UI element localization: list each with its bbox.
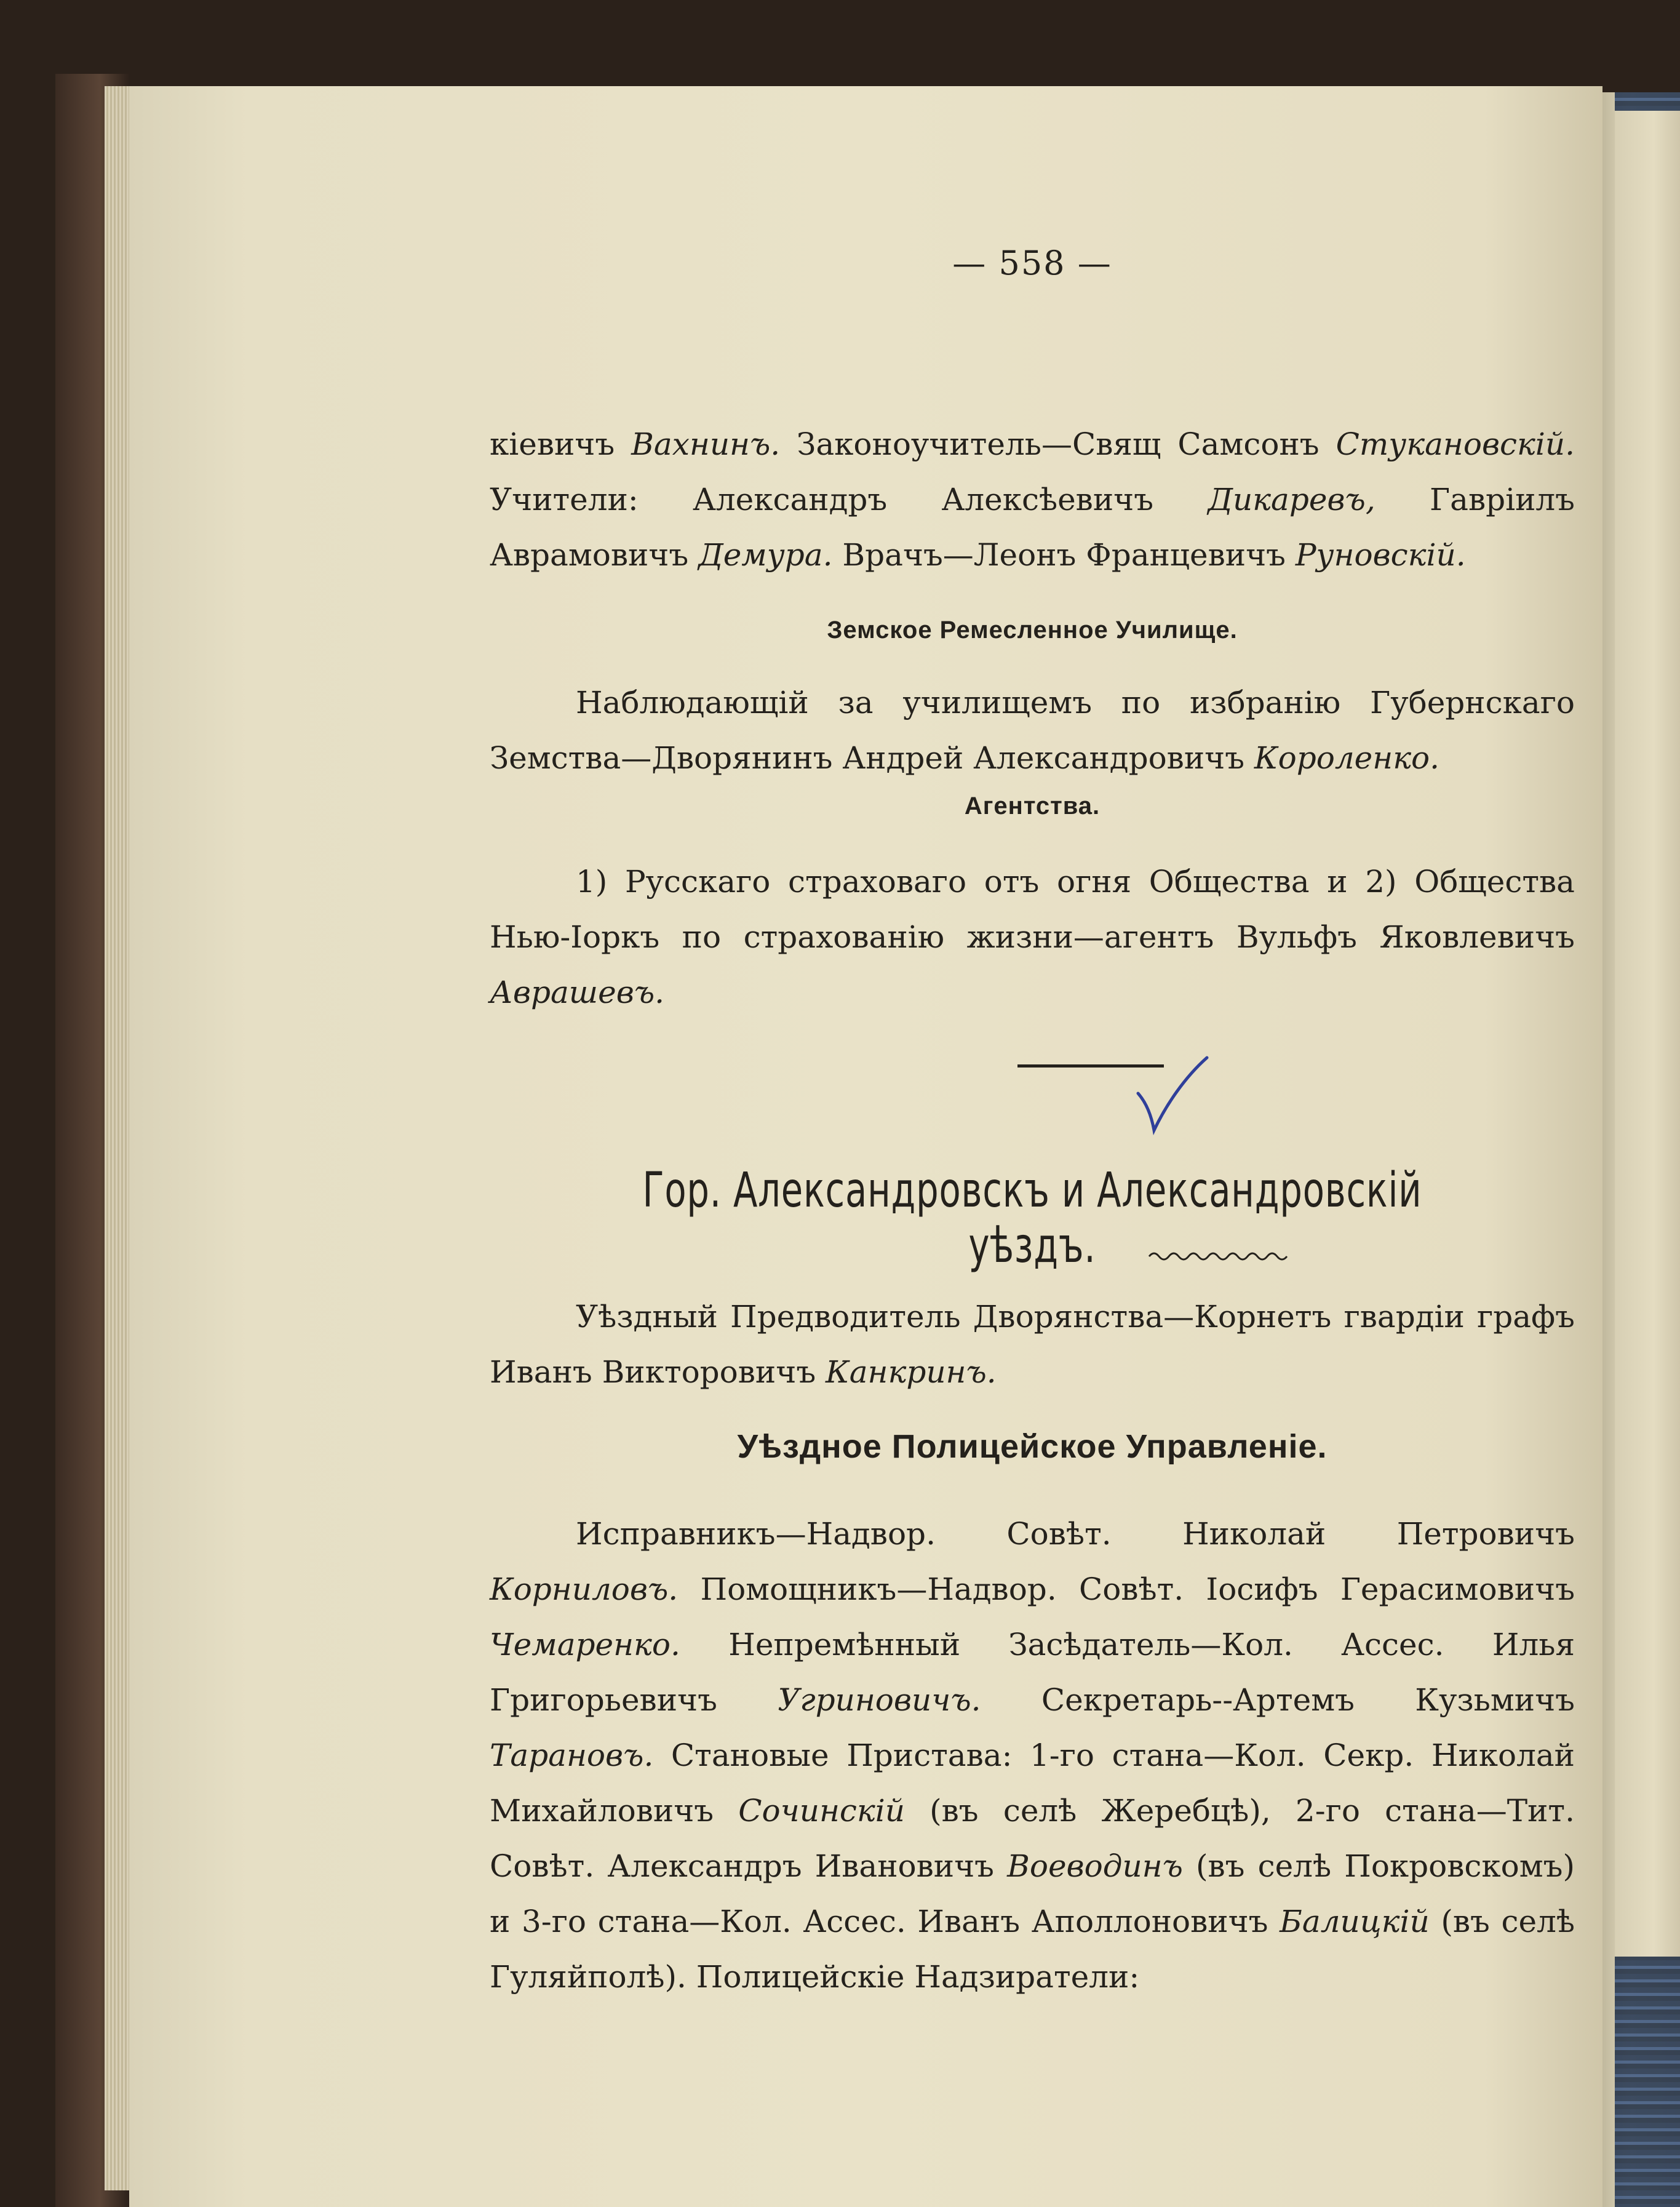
decorative-squiggle-icon	[1148, 1248, 1289, 1263]
name: Чемаренко.	[490, 1627, 680, 1662]
text: Помощникъ—Надвор. Совѣт. Іосифъ Герасимовичъ	[678, 1571, 1575, 1607]
page-number: — 558 —	[952, 244, 1112, 282]
name: Короленко.	[1254, 740, 1440, 776]
text: Законоучитель—Свящ Самсонъ	[780, 426, 1336, 462]
text: кіевичъ	[490, 426, 632, 462]
intro-paragraph	[490, 417, 1575, 583]
district-heading: Гор. Александровскъ и Александровскій уѣздъ.	[642, 1163, 1422, 1274]
text: Врачъ—Леонъ Францевичъ	[832, 537, 1296, 573]
text: Уѣздный Предводитель Дворянства—Корнетъ гвардіи графъ Иванъ Викторовичъ	[490, 1299, 1575, 1390]
text: Секретарь--Артемъ Кузьмичъ	[981, 1682, 1575, 1718]
police-heading: Уѣздное Полицейское Управленіе.	[737, 1428, 1328, 1465]
text: (въ селѣ Жеребцѣ), 2-го стана—Тит. Совѣт. Александръ Ивановичъ	[490, 1793, 1575, 1884]
text: Гавріилъ Аврамовичъ	[490, 482, 1575, 573]
agencies-paragraph	[490, 854, 1575, 1020]
name: Стукановскій.	[1336, 426, 1575, 462]
name: Дикаревъ,	[1208, 482, 1375, 517]
text: 1) Русскаго страховаго отъ огня Общества и 2) Общества Нью-Іоркъ по страхованію жизни—агентъ Вульфъ Яковлевичъ	[490, 864, 1575, 955]
name: Корниловъ.	[490, 1571, 679, 1607]
name: Канкринъ.	[826, 1354, 997, 1390]
checkmark-icon	[1136, 1055, 1209, 1135]
name: Демура.	[698, 537, 833, 573]
name: Тарановъ.	[490, 1738, 654, 1773]
facing-page	[1615, 111, 1680, 1957]
book-page	[129, 86, 1602, 2207]
name: Сочинскій	[738, 1793, 905, 1829]
school-paragraph	[490, 675, 1575, 786]
text: (въ селѣ Гуляйполѣ). Полицейскіе Надзиратели:	[490, 1904, 1575, 1995]
name: Аврашевъ.	[490, 975, 665, 1010]
agencies-heading: Агентства.	[964, 792, 1101, 820]
text: Становые Пристава: 1-го стана—Кол. Секр. Николай Михайловичъ	[490, 1738, 1575, 1829]
name: Угриновичъ.	[778, 1682, 981, 1718]
district-paragraph	[490, 1289, 1575, 1400]
text: Непремѣнный Засѣдатель—Кол. Ассес. Илья Григорьевичъ	[490, 1627, 1575, 1718]
school-heading: Земское Ремесленное Училище.	[827, 617, 1238, 644]
text: Учители: Александръ Алексѣевичъ	[490, 482, 1208, 517]
name: Вахнинъ.	[631, 426, 781, 462]
name: Балицкій	[1280, 1904, 1430, 1939]
text: Наблюдающій за училищемъ по избранію Губернскаго Земства—Дворянинъ Андрей Александровичъ	[490, 685, 1575, 776]
name: Руновскій.	[1295, 537, 1466, 573]
text: (въ селѣ Покровскомъ) и 3-го стана—Кол. Ассес. Иванъ Аполлоновичъ	[490, 1848, 1575, 1939]
name: Воеводинъ	[1007, 1848, 1183, 1884]
text: Исправникъ—Надвор. Совѣт. Николай Петровичъ	[576, 1516, 1575, 1552]
police-paragraph	[490, 1506, 1575, 2005]
